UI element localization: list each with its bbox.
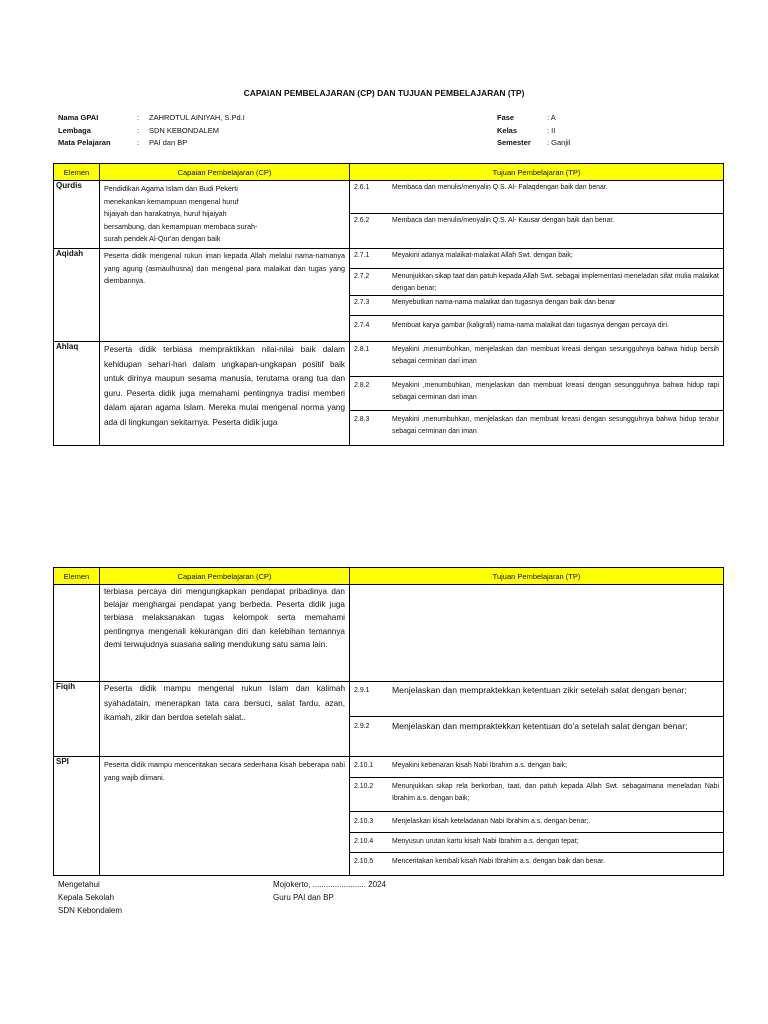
info-right — [497, 112, 570, 150]
tp-item — [350, 717, 723, 756]
cp-line: bersambung, dan kemampuan membaca surah- — [104, 221, 258, 231]
tp-text: Menyebutkan nama-nama malaikat dan tugasnya dengan baik dan benar — [392, 299, 616, 306]
tp-item — [350, 833, 723, 853]
tp-number: 2.10.5 — [354, 858, 374, 865]
info-row-lembaga — [58, 125, 245, 138]
table-row — [54, 682, 724, 757]
cp-table-2 — [53, 567, 724, 876]
signature-right — [273, 878, 386, 904]
tp-cell — [350, 682, 724, 757]
tp-number: 2.7.2 — [354, 273, 370, 280]
header-tp: Tujuan Pembelajaran (TP) — [350, 568, 724, 585]
tp-number: 2.7.4 — [354, 322, 370, 329]
info-sep: : — [137, 125, 140, 135]
cp-line: Pendidikan Agama Islam dan Budi Pekerti — [104, 184, 238, 193]
tp-item — [350, 316, 723, 341]
tp-text: Meyakini adanya malaikat-malaikat Allah Swt. dengan baik; — [392, 252, 573, 259]
cp-cell: Peserta didik mengenal rukun iman kepada Allah melalui nama-namanya yang agung (asmaulhusna) dan mengenal para malaikat dan tugas yang diembannya. — [100, 249, 350, 342]
info-label: Semester — [497, 138, 531, 147]
info-sep: : — [137, 113, 140, 122]
table-header — [54, 568, 724, 585]
tp-cell — [350, 181, 724, 249]
tp-cell — [350, 757, 724, 876]
tp-item — [350, 269, 723, 296]
table-row — [54, 181, 724, 249]
cp-table-1 — [53, 163, 724, 446]
tp-number: 2.7.1 — [354, 252, 370, 259]
tp-text: Menjelaskan dan mempraktekkan ketentuan do'a setelah salat dengan benar; — [392, 721, 688, 731]
tp-number: 2.8.1 — [354, 346, 370, 353]
tp-text: Menjelaskan kisah keteladanan Nabi Ibrahim a.s. dengan benar;. — [392, 818, 591, 825]
tp-text: Menyusun urutan kartu kisah Nabi Ibrahim a.s. dengan tepat; — [392, 838, 579, 845]
elemen-cell: SPI — [54, 757, 100, 876]
cp-cell: Peserta didik mampu menceritakan secara sederhana kisah beberapa nabi yang wajib diimani. — [100, 757, 350, 876]
signature-line: Kepala Sekolah — [58, 893, 115, 902]
tp-text: Meyakini kebenaran kisah Nabi Ibrahim a.s. dengan baik; — [392, 762, 568, 769]
tp-number: 2.10.3 — [354, 818, 374, 825]
info-label: Mata Pelajaran — [58, 138, 111, 147]
elemen-cell: Fiqih — [54, 682, 100, 757]
tp-number: 2.10.1 — [354, 762, 374, 769]
elemen-cell: Qurdis — [54, 181, 100, 249]
signature-line: Mojokerto, ........................ 2024 — [273, 880, 386, 889]
info-value: PAI dan BP — [149, 138, 188, 147]
header-tp: Tujuan Pembelajaran (TP) — [350, 164, 724, 181]
signature-line: Mengetahui — [58, 880, 100, 889]
tp-cell — [350, 249, 724, 342]
signature-line: Guru PAI dan BP — [273, 893, 334, 902]
tp-text: Menceritakan kembali kisah Nabi Ibrahim a.s. dengan baik dan benar. — [392, 858, 605, 865]
tp-text: Meyakini ,menumbuhkan, menjelaskan dan membuat kreasi dengan sesungguhnya bahwa hidup teratur sebagai cerminan dari iman — [392, 416, 719, 435]
tp-text: Menunjukkan sikap rela berkorban, taat, dan patuh kepada Allah Swt. sebagaimana meneladan Nabi Ibrahim a.s. dengan baik; — [392, 783, 719, 802]
tp-text: Menjelaskan dan mempraktekkan ketentuan zikir setelah salat dengan benar; — [392, 685, 687, 695]
header-cp: Capaian Pembelajaran (CP) — [100, 164, 350, 181]
cp-cell: terbiasa percaya diri mengungkapkan pendapat pribadinya dan belajar menghargai pendapat yang berbeda. Peserta didik juga terbiasa melaksanakan tugas kelompok serta memahami pentingnya mengenali kekurangan diri dan kelebihan temannya demi terwujudnya suasana saling mendukung satu sama lain. — [100, 585, 350, 682]
tp-number: 2.8.2 — [354, 382, 370, 389]
tp-item — [350, 181, 723, 214]
info-label: Fase — [497, 113, 515, 122]
tp-item — [350, 296, 723, 316]
table-row — [54, 585, 724, 682]
tp-item — [350, 757, 723, 778]
tp-number: 2.10.2 — [354, 783, 374, 790]
tp-item — [350, 214, 723, 248]
tp-text: Membaca dan menulis/menyalin Q.S. Al- Falaqdengan baik dan benar. — [392, 184, 608, 191]
tp-text: Membuat karya gambar (kaligrafi) nama-nama malaikat dan tugasnya dengan percaya diri. — [392, 322, 669, 329]
info-sep: : — [137, 138, 140, 147]
elemen-cell: Aqidah — [54, 249, 100, 342]
cp-line: surah pendek Al-Qur'an dengan baik — [104, 234, 221, 244]
tp-item — [350, 853, 723, 875]
tp-item — [350, 342, 723, 377]
cp-cell — [100, 181, 350, 249]
signature-left — [58, 878, 122, 917]
info-value: : A — [547, 113, 556, 122]
tp-item — [350, 249, 723, 269]
info-value: SDN KEBONDALEM — [149, 125, 220, 135]
tp-cell — [350, 585, 724, 682]
info-left — [58, 112, 245, 150]
tp-text: Meyakini ,menumbuhkan, menjelaskan dan membuat kreasi dengan sesungguhnya bahwa hidup rapi sebagai cerminan dari iman — [392, 382, 719, 401]
tp-number: 2.8.3 — [354, 416, 370, 423]
cp-line: hijaiyah dan harakatnya, huruf hijaiyah — [104, 209, 227, 219]
table-row — [54, 342, 724, 446]
info-value: ZAHROTUL AINIYAH, S.Pd.I — [149, 113, 245, 122]
info-row-semester — [497, 137, 570, 150]
tp-number: 2.7.3 — [354, 299, 370, 306]
signature-line: SDN Kebondalem — [58, 906, 123, 915]
cp-line: menekankan kemampuan mengenal huruf — [104, 196, 239, 206]
tp-number: 2.9.2 — [354, 723, 370, 730]
tp-item — [350, 377, 723, 411]
tp-number: 2.6.2 — [354, 217, 370, 224]
header-cp: Capaian Pembelajaran (CP) — [100, 568, 350, 585]
tp-item — [350, 682, 723, 717]
info-row-fase — [497, 112, 570, 125]
header-elemen: Elemen — [54, 164, 100, 181]
info-label: Lembaga — [58, 125, 91, 135]
table-row — [54, 757, 724, 876]
header-elemen: Elemen — [54, 568, 100, 585]
tp-number: 2.10.4 — [354, 838, 374, 845]
info-label: Kelas — [497, 125, 518, 135]
tp-text: Menunjukkan sikap taat dan patuh kepada Allah Swt. sebagai implementasi meneladan sifat mulia malaikat dengan benar; — [392, 273, 719, 292]
elemen-cell: Ahlaq — [54, 342, 100, 446]
cp-cell: Peserta didik mampu mengenal rukun Islam dan kalimah syahadatain, menerapkan tata cara bersuci, salat fardu, azan, ikamah, zikir dan berdoa setelah salat.. — [100, 682, 350, 757]
info-label: Nama GPAI — [58, 113, 99, 122]
tp-text: Meyakini ,menumbuhkan, menjelaskan dan membuat kreasi dengan sesungguhnya bahwa hidup bersih sebagai cerminan dari iman — [392, 346, 719, 365]
elemen-cell — [54, 585, 100, 682]
tp-text: Membaca dan menulis/menyalin Q.S. Al- Kausar dengan baik dan benar. — [392, 217, 615, 224]
tp-cell — [350, 342, 724, 446]
document-title: CAPAIAN PEMBELAJARAN (CP) DAN TUJUAN PEMBELAJARAN (TP) — [243, 88, 525, 98]
table-header — [54, 164, 724, 181]
cp-cell: Peserta didik terbiasa mempraktikkan nilai-nilai baik dalam kehidupan sehari-hari dalam ungkapan-ungkapan positif baik untuk dirinya maupun sesama manusia, terutama orang tua dan guru. Peserta didik juga memahami pentingnya tradisi memberi dalam ajaran agama Islam. Mereka mulai mengenal norma yang ada di lingkungan sekitarnya. Peserta didik juga — [100, 342, 350, 446]
tp-item — [350, 812, 723, 833]
tp-item — [350, 411, 723, 445]
info-value: : II — [547, 125, 556, 135]
tp-number: 2.6.1 — [354, 184, 370, 191]
info-row-kelas — [497, 125, 570, 138]
info-row-mapel — [58, 137, 245, 150]
info-value: : Ganjil — [547, 138, 571, 147]
info-row-nama — [58, 112, 245, 125]
table-row — [54, 249, 724, 342]
tp-item — [350, 778, 723, 812]
tp-number: 2.9.1 — [354, 687, 370, 694]
